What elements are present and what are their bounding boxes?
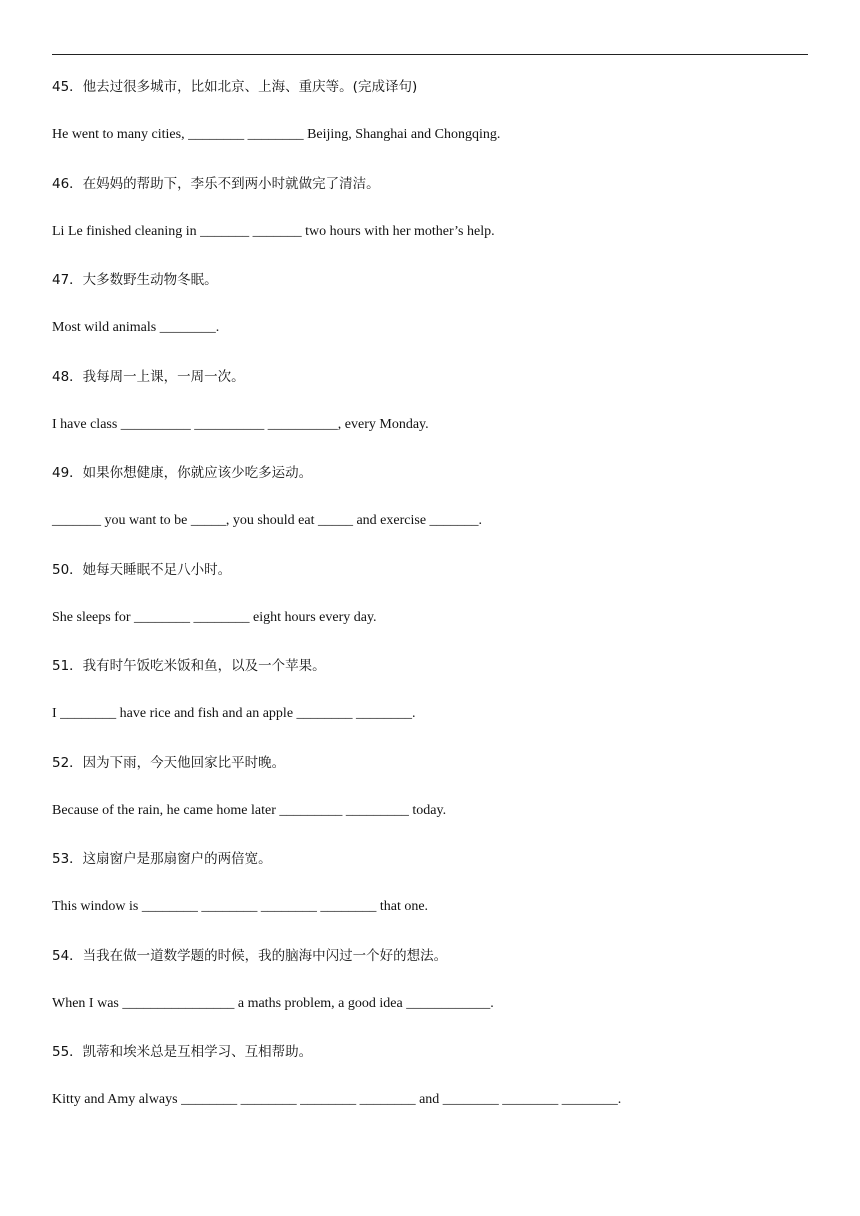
question-prompt: 54．当我在做一道数学题的时候，我的脑海中闪过一个好的想法。 (52, 947, 448, 964)
answer-sentence: I ________ have rice and fish and an apple ________ ________. (52, 706, 416, 721)
question-46 (52, 172, 808, 269)
question-52 (52, 751, 808, 848)
question-prompt: 46．在妈妈的帮助下，李乐不到两小时就做完了清洁。 (52, 175, 380, 192)
answer-sentence: I have class __________ __________ __________, every Monday. (52, 416, 429, 432)
answer-sentence: This window is ________ ________ ________ ________ that one. (52, 899, 429, 914)
question-prompt: 51．我有时午饭吃米饭和鱼，以及一个苹果。 (52, 658, 326, 674)
question-prompt: 47．大多数野生动物冬眠。 (52, 272, 218, 288)
question-prompt: 52．因为下雨，今天他回家比平时晚。 (52, 754, 286, 771)
answer-sentence: Li Le finished cleaning in _______ _______ two hours with her mother’s help. (52, 223, 495, 239)
question-prompt: 50．她每天睡眠不足八小时。 (52, 561, 232, 578)
question-48 (52, 365, 808, 462)
question-prompt: 55．凯蒂和埃米总是互相学习、互相帮助。 (52, 1044, 313, 1060)
question-prompt: 45．他去过很多城市，比如北京、上海、重庆等。(完成译句) (52, 79, 418, 95)
answer-sentence: He went to many cities, ________ ________ Beijing, Shanghai and Chongqing. (52, 127, 501, 142)
answer-sentence: _______ you want to be _____, you should eat _____ and exercise _______. (52, 513, 483, 528)
header-rule (52, 54, 808, 55)
answer-sentence: Kitty and Amy always ________ ________ ________ ________ and ________ ________ ________. (52, 1092, 622, 1107)
question-45 (52, 75, 808, 172)
question-prompt: 53．这扇窗户是那扇窗户的两倍宽。 (52, 851, 272, 867)
question-54 (52, 944, 808, 1041)
question-47 (52, 268, 808, 365)
answer-sentence: Because of the rain, he came home later _________ _________ today. (52, 802, 447, 818)
question-prompt: 49．如果你想健康，你就应该少吃多运动。 (52, 465, 313, 481)
question-55 (52, 1040, 808, 1137)
question-prompt: 48．我每周一上课，一周一次。 (52, 368, 245, 385)
question-49 (52, 461, 808, 558)
question-53 (52, 847, 808, 944)
question-50 (52, 558, 808, 655)
question-list (52, 75, 808, 1137)
answer-sentence: She sleeps for ________ ________ eight hours every day. (52, 609, 377, 625)
answer-sentence: When I was ________________ a maths problem, a good idea ____________. (52, 995, 494, 1011)
answer-sentence: Most wild animals ________. (52, 320, 220, 335)
question-51 (52, 654, 808, 751)
